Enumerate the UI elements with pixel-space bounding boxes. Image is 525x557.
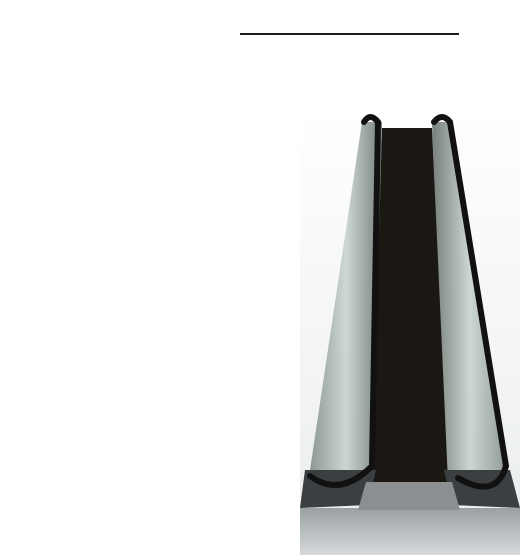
floor <box>300 508 520 555</box>
landing-plate <box>358 482 460 510</box>
title-divider <box>240 33 459 35</box>
escalator-photo <box>300 110 520 555</box>
